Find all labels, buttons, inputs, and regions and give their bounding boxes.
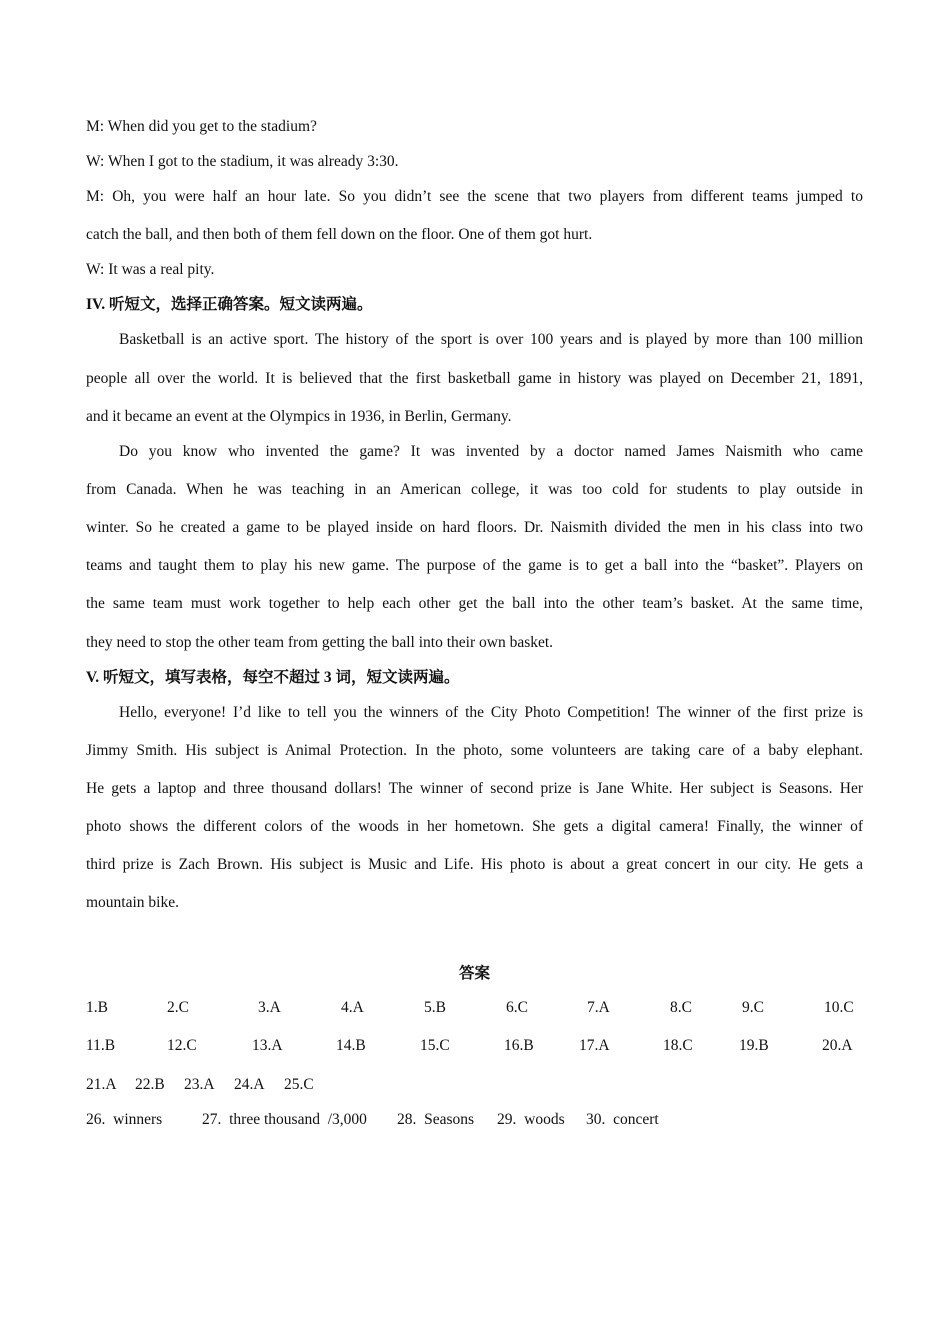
answer-item: 28. Seasons	[397, 1111, 475, 1128]
answer-item: 12.C	[167, 1037, 197, 1054]
answer-item: 22.B	[135, 1076, 165, 1093]
dialogue-line: catch the ball, and then both of them fell down on the floor. One of them got hurt.	[86, 226, 593, 243]
dialogue-line: M: When did you get to the stadium?	[86, 118, 317, 135]
paragraph-line: He gets a laptop and three thousand dollars! The winner of second prize is Jane White. Her subject is Seasons. Her	[86, 780, 863, 797]
paragraph-line: third prize is Zach Brown. His subject is Music and Life. His photo is about a great concert in our city. He gets a	[86, 856, 863, 873]
answer-item: 2.C	[167, 999, 189, 1016]
answer-item: 1.B	[86, 999, 108, 1016]
paragraph-line: photo shows the different colors of the woods in her hometown. She gets a digital camera! Finally, the winner of	[86, 818, 863, 835]
answer-item: 27. three thousand /3,000	[202, 1111, 367, 1128]
section-v-heading: V. 听短文，填写表格，每空不超过 3 词，短文读两遍。	[86, 669, 460, 686]
answer-item: 25.C	[284, 1076, 314, 1093]
paragraph-line: the same team must work together to help each other get the ball into the other team’s basket. At the same time,	[86, 595, 863, 612]
answer-item: 21.A	[86, 1076, 117, 1093]
paragraph-line: Do you know who invented the game? It was invented by a doctor named James Naismith who came	[119, 443, 863, 460]
answer-item: 13.A	[252, 1037, 283, 1054]
answer-item: 15.C	[420, 1037, 450, 1054]
answer-item: 6.C	[506, 999, 528, 1016]
dialogue-line: W: When I got to the stadium, it was already 3:30.	[86, 153, 399, 170]
paragraph-line: winter. So he created a game to be played inside on hard floors. Dr. Naismith divided the men in his class into two	[86, 519, 863, 536]
answer-item: 24.A	[234, 1076, 265, 1093]
paragraph-line: mountain bike.	[86, 894, 179, 911]
paragraph-line: from Canada. When he was teaching in an American college, it was too cold for students to play outside in	[86, 481, 863, 498]
paragraph-line: Basketball is an active sport. The history of the sport is over 100 years and is played by more than 100 million	[119, 331, 863, 348]
answer-item: 4.A	[341, 999, 364, 1016]
answer-item: 23.A	[184, 1076, 215, 1093]
answer-item: 9.C	[742, 999, 764, 1016]
answer-item: 8.C	[670, 999, 692, 1016]
answer-item: 18.C	[663, 1037, 693, 1054]
answer-item: 10.C	[824, 999, 854, 1016]
paragraph-line: people all over the world. It is believed that the first basketball game in history was played on December 21, 1891,	[86, 370, 863, 387]
paragraph-line: teams and taught them to play his new game. The purpose of the game is to get a ball into the “basket”. Players on	[86, 557, 863, 574]
answer-item: 16.B	[504, 1037, 534, 1054]
answer-item: 17.A	[579, 1037, 610, 1054]
paragraph-line: they need to stop the other team from getting the ball into their own basket.	[86, 634, 554, 651]
answer-item: 20.A	[822, 1037, 853, 1054]
answer-item: 3.A	[258, 999, 281, 1016]
answer-item: 14.B	[336, 1037, 366, 1054]
answer-item: 5.B	[424, 999, 446, 1016]
answer-item: 11.B	[86, 1037, 116, 1054]
answer-item: 19.B	[739, 1037, 769, 1054]
dialogue-line: W: It was a real pity.	[86, 261, 215, 278]
section-iv-heading: IV. 听短文，选择正确答案。短文读两遍。	[86, 296, 373, 313]
paragraph-line: and it became an event at the Olympics in 1936, in Berlin, Germany.	[86, 408, 512, 425]
dialogue-line: M: Oh, you were half an hour late. So you didn’t see the scene that two players from different teams jumped to	[86, 188, 863, 205]
answer-item: 26. winners	[86, 1111, 163, 1128]
paragraph-line: Hello, everyone! I’d like to tell you the winners of the City Photo Competition! The winner of the first prize is	[119, 704, 863, 721]
answer-item: 30. concert	[586, 1111, 659, 1128]
answers-title: 答案	[458, 965, 490, 982]
paragraph-line: Jimmy Smith. His subject is Animal Protection. In the photo, some volunteers are taking care of a baby elephant.	[86, 742, 863, 759]
answer-item: 29. woods	[497, 1111, 565, 1128]
answer-item: 7.A	[587, 999, 610, 1016]
